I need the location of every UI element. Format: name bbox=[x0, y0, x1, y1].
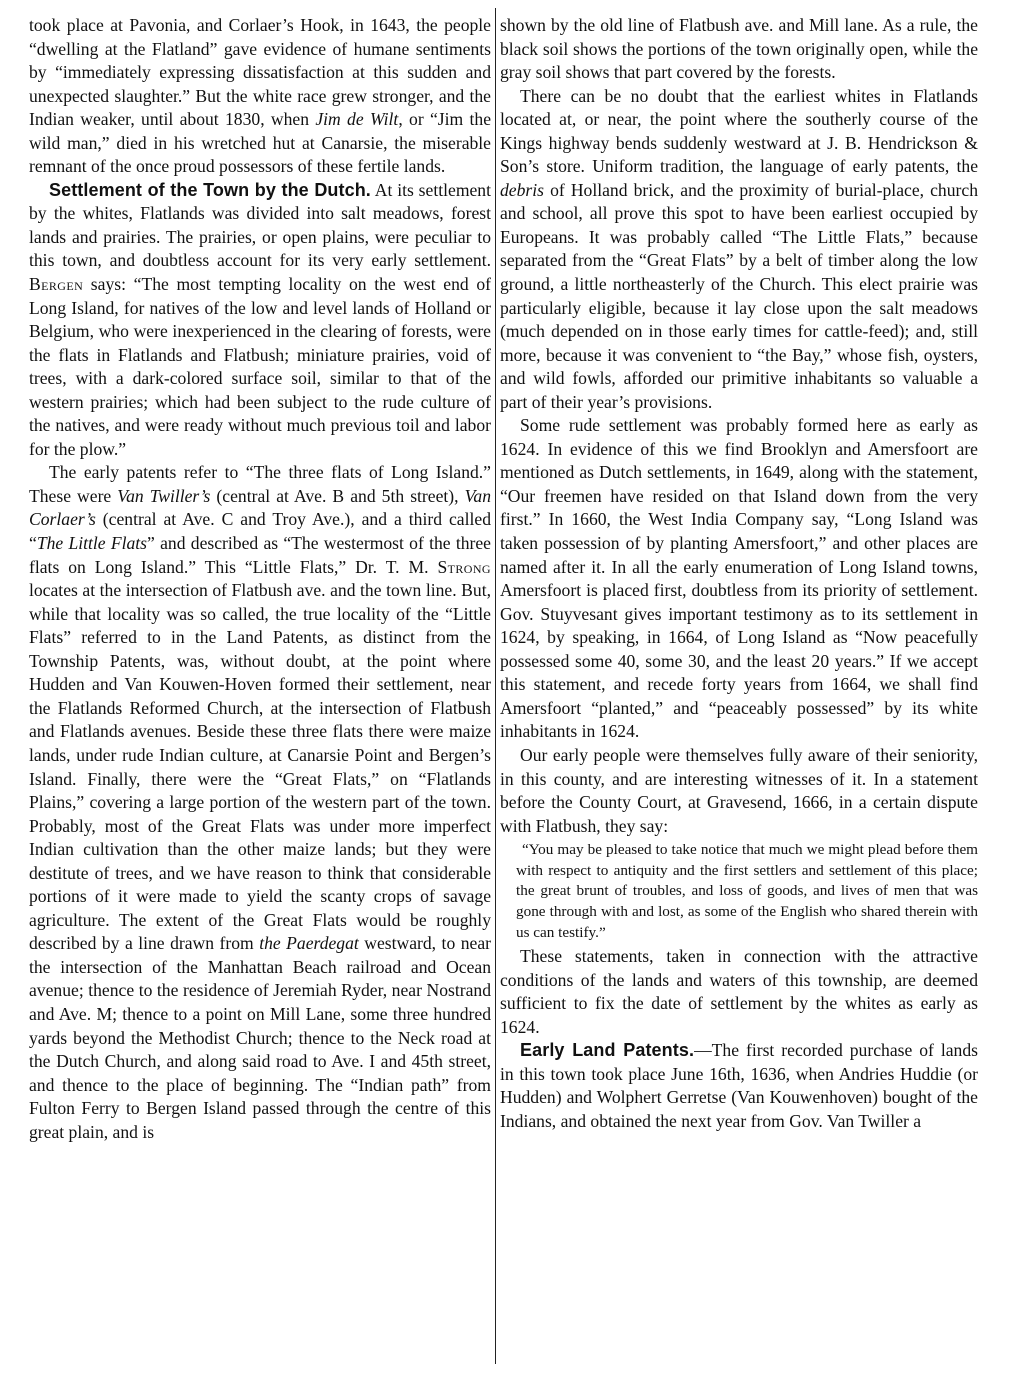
text-run: says: “The most tempting locality on the west end of Long Island, for natives of the low and level lands of Holland or Belgium, who were inexperienced in the clearing of forests, were the flats in Flatlands and Flatbush; miniature prairies, void of trees, with a dark-colored surface soil, similar to that of the western prairies; which had been subject to the rude culture of the natives, and were ready without much previous toil and labor for the plow.” bbox=[29, 274, 491, 459]
text-run: (central at Ave. C and Troy Ave.), and a third called “ bbox=[29, 509, 491, 554]
small-caps-name: Strong bbox=[437, 556, 491, 577]
section-heading: Early Land Patents. bbox=[520, 1040, 695, 1061]
italic-name: Van Twiller’s bbox=[117, 485, 211, 506]
block-quote: “You may be pleased to take notice that much we might plead before them with respect to antiquity and the first settlers and settlement of this place; the great brunt of troubles, and loss of goods, and lives of men that was gone through with and lost, as some of the English who shared therein with us can testify.” bbox=[516, 841, 978, 941]
italic-name: the Paerdegat bbox=[259, 933, 359, 954]
text-run: westward, to near the intersection of the Manhattan Beach railroad and Ocean avenue; thence to the residence of Jeremiah Ryder, near Nostrand and Ave. M; thence to a point on Mill Lane, some three hundred yards beyond the Methodist Church; thence to the Neck road at the Dutch Church, and along said road to Ave. I and 45th street, and thence to the place of beginning. The “Indian path” from Fulton Ferry to Bergen Island passed through the centre of this great plain, and is bbox=[29, 933, 491, 1142]
italic-name: Jim de Wilt bbox=[315, 109, 399, 130]
text-run: ” and described as “The westermost of the three flats on Long Island.” This “Little Flats,” Dr. T. M. bbox=[29, 533, 491, 577]
paragraph: Some rude settlement was probably formed here as early as 1624. In evidence of this we find Brooklyn and Amersfoort are mentioned as Dutch settlements, in 1649, along with the statement, “Our freemen have resided on that Island down from the very first.” In 1660, the West India Company say, “Long Island was taken possession of by planting Amersfoort,” and other places are named after it. In all the early enumeration of Long Island towns, Amersfoort is placed first, doubtless from its priority of settlement. Gov. Stuyvesant gives important testimony as to its settlement in 1624, by speaking, in 1664, of Long Island as “Now peacefully possessed some 40, some 30, and the least 20 years.” If we accept this statement, and recede forty years from 1664, we shall find Amersfoort “planted,” and “peaceably possessed” by its white inhabitants in 1624. bbox=[500, 415, 978, 742]
text-run: At its settlement by the whites, Flatlands was divided into salt meadows, forest lands and prairies. The prairies, or open plains, were peculiar to this town, and doubtless account for its very early settlement. bbox=[29, 179, 491, 271]
section-heading: Settlement of the Town by the Dutch. bbox=[49, 179, 371, 200]
paragraph bbox=[500, 1039, 978, 1133]
text-run: , or “Jim the wild man,” died in his wretched hut at Canarsie, the miserable remnant of the once proud possessors of these fertile lands. bbox=[29, 109, 492, 177]
small-caps-name: Bergen bbox=[29, 274, 84, 295]
text-run: —The first recorded purchase of lands in this town took place June 16th, 1636, when Andries Huddie (or Hudden) and Wolphert Gerretse (Van Kouwenhoven) bought of the Indians, and obtained the next year from Gov. Van Twiller a bbox=[500, 1040, 978, 1131]
text-run: took place at Pavonia, and Corlaer’s Hook, in 1643, the people “dwelling at the Flatland” gave evidence of humane sentiments by “immediately expressing dissatisfaction at this sudden and unexpected slaughter.” But the white race grew stronger, and the Indian weaker, until about 1830, when bbox=[29, 15, 491, 130]
paragraph bbox=[500, 85, 978, 415]
text-run: The early patents refer to “The three flats of Long Island.” These were bbox=[29, 462, 491, 506]
italic-word: debris bbox=[500, 179, 544, 200]
right-column bbox=[500, 14, 978, 1133]
italic-name: The Little Flats bbox=[36, 533, 148, 554]
text-run: of Holland brick, and the proximity of burial-place, church and school, all prove this spot to have been earliest occupied by Europeans. It was probably called “The Little Flats,” because separated from the “Great Flats” by a belt of timber along the low ground, a little northeasterly of the Church. This elect prairie was particularly eligible, because it lay close upon the salt meadows (much depended on in those early times for cattle-feed); and, still more, because it was convenient to “the Bay,” whose fish, oysters, and wild fowls, afforded our primitive inhabitants so valuable a part of their year’s provisions. bbox=[500, 179, 978, 412]
paragraph bbox=[29, 461, 491, 1144]
left-column bbox=[29, 14, 491, 1144]
text-run: locates at the intersection of Flatbush ave. and the town line. But, while that locality was so called, the true locality of the “Little Flats” referred to in the Land Patents, as distinct from the Township Patents, was, without doubt, at the point where Hudden and Van Kouwen-Hoven formed their settlement, near the Flatlands Reformed Church, at the intersection of Flatbush and Flatlands avenues. Beside these three flats there were maize lands, under rude Indian culture, at Canarsie Point and Bergen’s Island. Finally, there were the “Great Flats,” on “Flatlands Plains,” covering a large portion of the western part of the town. Probably, most of the Great Flats was under more imperfect Indian cultivation than the other maize lands; but they were destitute of trees, and we have reason to think that considerable portions of it were made to yield the scanty crops of savage agriculture. The extent of the Great Flats would be roughly described by a line drawn from bbox=[29, 580, 491, 954]
text-run: There can be no doubt that the earliest whites in Flatlands located at, or near, the point where the southerly course of the Kings highway bends suddenly westward at J. B. Hendrickson & Son’s store. Uniform tradition, the language of early patents, the bbox=[500, 85, 978, 177]
text-run: (central at Ave. B and 5th street), bbox=[210, 485, 465, 506]
paragraph bbox=[29, 14, 491, 179]
column-divider bbox=[495, 8, 496, 1364]
paragraph: shown by the old line of Flatbush ave. and Mill lane. As a rule, the black soil shows the portions of the town originally open, while the gray soil shows that part covered by the forests. bbox=[500, 15, 978, 83]
paragraph: These statements, taken in connection with the attractive conditions of the lands and waters of this township, are deemed sufficient to fix the date of settlement by the whites as early as 1624. bbox=[500, 946, 978, 1037]
paragraph bbox=[29, 179, 491, 462]
italic-name: Van Corlaer’s bbox=[29, 485, 491, 530]
paragraph: Our early people were themselves fully aware of their seniority, in this county, and are interesting witnesses of it. In a statement before the County Court, at Gravesend, 1666, in a certain dispute with Flatbush, they say: bbox=[500, 744, 978, 836]
